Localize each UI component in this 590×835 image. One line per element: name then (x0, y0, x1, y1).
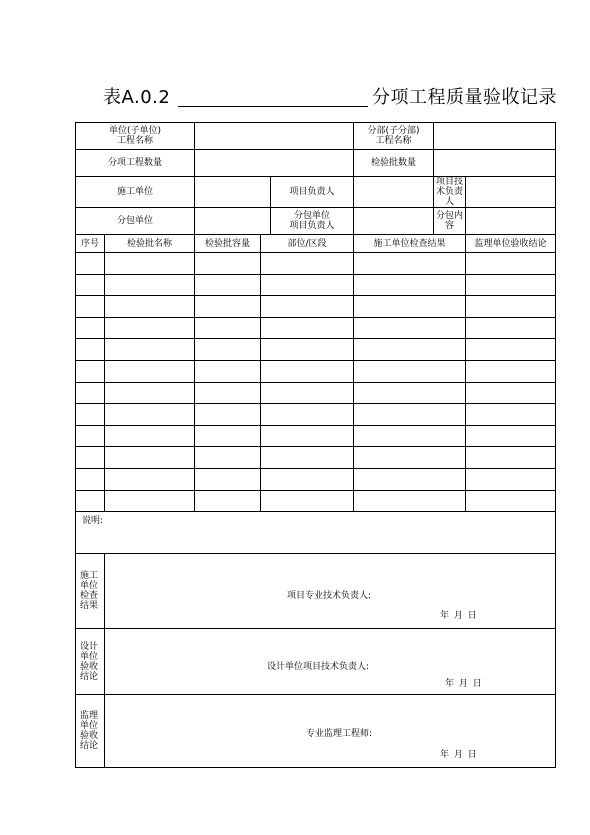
table-row (76, 425, 556, 447)
col-header-construction-check: 施工单位检查结果 (354, 235, 466, 253)
construction-date: 年 月 日 (440, 611, 478, 622)
table-row (76, 490, 556, 512)
header-row-1 (76, 123, 556, 150)
supervision-conclusion-cell[interactable] (466, 468, 556, 490)
location-cell[interactable] (261, 360, 354, 382)
supervision-conclusion-cell[interactable] (466, 404, 556, 426)
project-tech-leader-value[interactable] (466, 177, 556, 208)
acceptance-record-table (75, 122, 556, 768)
construction-check-cell[interactable] (354, 274, 466, 296)
construction-unit-label: 施工单位 (76, 177, 195, 208)
item-project-count-value[interactable] (195, 150, 354, 177)
subcontract-content-label: 分包内容 (434, 208, 466, 235)
construction-check-cell[interactable] (354, 404, 466, 426)
seq-cell[interactable] (76, 339, 105, 361)
unit-project-name-label: 单位(子单位) 工程名称 (76, 123, 195, 150)
supervision-conclusion-cell[interactable] (466, 253, 556, 275)
form-title: 分项工程质量验收记录 (372, 87, 557, 108)
lot-capacity-cell[interactable] (195, 317, 261, 339)
supervision-conclusion-cell[interactable] (466, 490, 556, 512)
col-header-supervision-conclusion: 监理单位验收结论 (466, 235, 556, 253)
table-row (76, 468, 556, 490)
supervision-signer-label: 专业监理工程师: (306, 729, 373, 740)
design-section-label: 设计单位 验收结论 (76, 629, 105, 695)
supervision-conclusion-cell[interactable] (466, 274, 556, 296)
construction-check-cell[interactable] (354, 447, 466, 469)
table-row (76, 360, 556, 382)
lot-capacity-cell[interactable] (195, 253, 261, 275)
lot-name-cell[interactable] (105, 253, 195, 275)
supervision-conclusion-cell[interactable] (466, 317, 556, 339)
project-leader-label: 项目负责人 (271, 177, 354, 208)
supervision-conclusion-cell[interactable] (466, 360, 556, 382)
supervision-section-label: 监理单位 验收结论 (76, 695, 105, 768)
location-cell[interactable] (261, 447, 354, 469)
construction-check-cell[interactable] (354, 425, 466, 447)
lot-name-cell[interactable] (105, 360, 195, 382)
subcontract-project-leader-label: 分包单位 项目负责人 (271, 208, 354, 235)
supervision-section-row (76, 695, 556, 768)
lot-capacity-cell[interactable] (195, 447, 261, 469)
unit-project-name-value[interactable] (195, 123, 354, 150)
table-row (76, 339, 556, 361)
location-cell[interactable] (261, 382, 354, 404)
lot-name-cell[interactable] (105, 490, 195, 512)
seq-cell[interactable] (76, 490, 105, 512)
subcontract-unit-value[interactable] (195, 208, 271, 235)
lot-capacity-cell[interactable] (195, 490, 261, 512)
construction-signer-label: 项目专业技术负责人: (287, 591, 372, 602)
construction-section-row (76, 554, 556, 629)
table-row (76, 253, 556, 275)
table-row (76, 317, 556, 339)
subcontract-project-leader-value[interactable] (354, 208, 434, 235)
note-label[interactable]: 说明: (76, 512, 556, 554)
item-project-count-label: 分项工程数量 (76, 150, 195, 177)
column-header-row (76, 235, 556, 253)
design-date: 年 月 日 (445, 679, 483, 690)
lot-capacity-cell[interactable] (195, 425, 261, 447)
construction-check-cell[interactable] (354, 490, 466, 512)
table-row (76, 404, 556, 426)
construction-check-cell[interactable] (354, 253, 466, 275)
construction-check-cell[interactable] (354, 296, 466, 318)
lot-capacity-cell[interactable] (195, 382, 261, 404)
seq-cell[interactable] (76, 274, 105, 296)
lot-name-cell[interactable] (105, 404, 195, 426)
col-header-lot-capacity: 检验批容量 (195, 235, 261, 253)
construction-check-cell[interactable] (354, 339, 466, 361)
design-signer-label: 设计单位项目技术负责人: (267, 662, 370, 673)
subpart-project-name-label: 分部(子分部) 工程名称 (354, 123, 434, 150)
col-header-seq: 序号 (76, 235, 105, 253)
lot-capacity-cell[interactable] (195, 360, 261, 382)
location-cell[interactable] (261, 317, 354, 339)
project-tech-leader-label: 项目技术负责 人 (434, 177, 466, 208)
lot-capacity-cell[interactable] (195, 296, 261, 318)
design-section-body[interactable] (105, 629, 556, 695)
inspection-lot-count-value[interactable] (434, 150, 556, 177)
table-row (76, 447, 556, 469)
header-row-4 (76, 208, 556, 235)
supervision-section-body[interactable] (105, 695, 556, 768)
location-cell[interactable] (261, 468, 354, 490)
lot-name-cell[interactable] (105, 317, 195, 339)
lot-name-cell[interactable] (105, 296, 195, 318)
form-code: 表A.0.2 (103, 87, 171, 108)
supervision-conclusion-cell[interactable] (466, 425, 556, 447)
col-header-location: 部位/区段 (261, 235, 354, 253)
location-cell[interactable] (261, 274, 354, 296)
table-row (76, 274, 556, 296)
lot-name-cell[interactable] (105, 382, 195, 404)
seq-cell[interactable] (76, 382, 105, 404)
header-row-2 (76, 150, 556, 177)
seq-cell[interactable] (76, 447, 105, 469)
construction-section-body[interactable] (105, 554, 556, 629)
data-rows (76, 253, 556, 512)
seq-cell[interactable] (76, 253, 105, 275)
lot-name-cell[interactable] (105, 425, 195, 447)
lot-name-cell[interactable] (105, 447, 195, 469)
subpart-project-name-value[interactable] (434, 123, 556, 150)
location-cell[interactable] (261, 296, 354, 318)
lot-name-cell[interactable] (105, 274, 195, 296)
construction-section-label: 施工单位 检查结果 (76, 554, 105, 629)
lot-name-cell[interactable] (105, 468, 195, 490)
supervision-date: 年 月 日 (440, 750, 478, 761)
location-cell[interactable] (261, 490, 354, 512)
seq-cell[interactable] (76, 317, 105, 339)
table-row (76, 296, 556, 318)
lot-name-cell[interactable] (105, 339, 195, 361)
supervision-conclusion-cell[interactable] (466, 382, 556, 404)
supervision-conclusion-cell[interactable] (466, 339, 556, 361)
construction-unit-value[interactable] (195, 177, 271, 208)
location-cell[interactable] (261, 404, 354, 426)
seq-cell[interactable] (76, 360, 105, 382)
project-leader-value[interactable] (354, 177, 434, 208)
construction-check-cell[interactable] (354, 317, 466, 339)
supervision-conclusion-cell[interactable] (466, 447, 556, 469)
seq-cell[interactable] (76, 468, 105, 490)
seq-cell[interactable] (76, 425, 105, 447)
table-row (76, 382, 556, 404)
design-section-row (76, 629, 556, 695)
title-blank-line (178, 106, 368, 107)
supervision-conclusion-cell[interactable] (466, 296, 556, 318)
note-row (76, 512, 556, 554)
construction-check-cell[interactable] (354, 382, 466, 404)
col-header-lot-name: 检验批名称 (105, 235, 195, 253)
lot-capacity-cell[interactable] (195, 404, 261, 426)
seq-cell[interactable] (76, 404, 105, 426)
inspection-lot-count-label: 检验批数量 (354, 150, 434, 177)
subcontract-unit-label: 分包单位 (76, 208, 195, 235)
location-cell[interactable] (261, 339, 354, 361)
location-cell[interactable] (261, 253, 354, 275)
subcontract-content-value[interactable] (466, 208, 556, 235)
header-row-3 (76, 177, 556, 208)
seq-cell[interactable] (76, 296, 105, 318)
lot-capacity-cell[interactable] (195, 274, 261, 296)
location-cell[interactable] (261, 425, 354, 447)
construction-check-cell[interactable] (354, 360, 466, 382)
lot-capacity-cell[interactable] (195, 468, 261, 490)
lot-capacity-cell[interactable] (195, 339, 261, 361)
construction-check-cell[interactable] (354, 468, 466, 490)
